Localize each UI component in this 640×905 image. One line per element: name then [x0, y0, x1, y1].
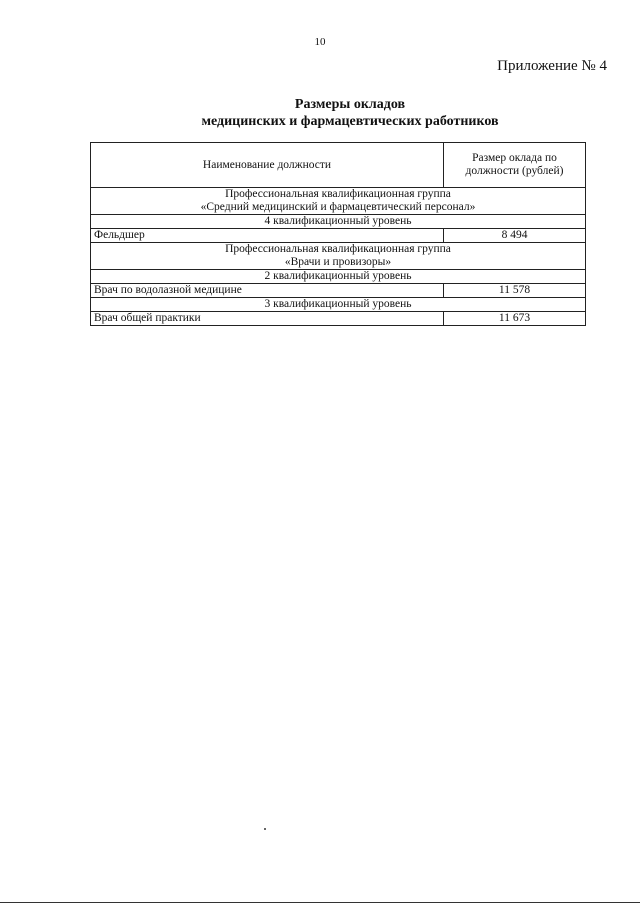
- level-row: [91, 298, 586, 312]
- table-row: [91, 229, 586, 243]
- header-salary: Размер оклада по должности (рублей): [444, 143, 586, 188]
- level-row: [91, 215, 586, 229]
- group-title-line-1: Профессиональная квалификационная группа: [225, 188, 451, 200]
- group-title: [91, 188, 586, 215]
- scan-edge-line: [0, 902, 640, 903]
- position-salary: 11 673: [444, 312, 586, 326]
- group-title: [91, 243, 586, 270]
- salary-table: [90, 142, 586, 326]
- table-row: [91, 312, 586, 326]
- position-name: Врач общей практики: [91, 312, 444, 326]
- level-title: 2 квалификационный уровень: [91, 270, 586, 284]
- group-title-line-2: «Средний медицинский и фармацевтический персонал»: [200, 201, 476, 213]
- level-title: 3 квалификационный уровень: [91, 298, 586, 312]
- position-salary: 8 494: [444, 229, 586, 243]
- page-number: 10: [314, 36, 326, 48]
- group-row: [91, 188, 586, 215]
- appendix-label: Приложение № 4: [497, 58, 607, 74]
- position-name: Фельдшер: [91, 229, 444, 243]
- group-title-line-1: Профессиональная квалификационная группа: [225, 243, 451, 255]
- level-title: 4 квалификационный уровень: [91, 215, 586, 229]
- table-header-row: [91, 143, 586, 188]
- table-row: [91, 284, 586, 298]
- level-row: [91, 270, 586, 284]
- document-title: [0, 96, 640, 130]
- position-name: Врач по водолазной медицине: [91, 284, 444, 298]
- group-title-line-2: «Врачи и провизоры»: [284, 256, 392, 268]
- position-salary: 11 578: [444, 284, 586, 298]
- group-row: [91, 243, 586, 270]
- header-position-name: Наименование должности: [91, 143, 444, 188]
- title-line-2: медицинских и фармацевтических работников: [201, 114, 499, 129]
- title-line-1: Размеры окладов: [294, 97, 406, 112]
- scan-speck: [264, 828, 266, 830]
